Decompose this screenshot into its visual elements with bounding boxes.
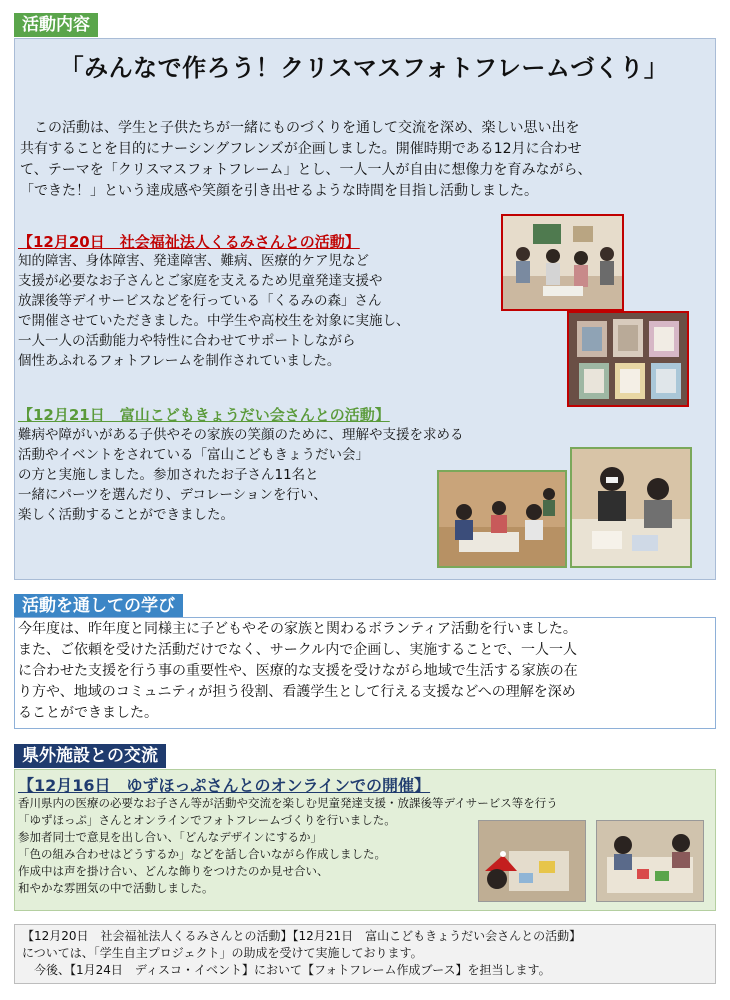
photo-yuzuhop-2	[596, 820, 704, 902]
event2-line: 難病や障がいがある子供やその家族の笑顔のために、理解や支援を求める	[18, 427, 464, 443]
intro-line: 「できた！」という達成感や笑顔を引き出せるような時間を目指し活動しました。	[20, 183, 538, 199]
photo-kurumi-frames	[567, 311, 689, 407]
event1-line: で開催させていただきました。中学生や高校生を対象に実施し、	[18, 313, 410, 329]
event2-line: 一緒にパーツを選んだり、デコレーションを行い、	[18, 487, 327, 503]
event1-line: 一人一人の活動能力や特性に合わせてサポートしながら	[18, 333, 356, 349]
event1-line: 個性あふれるフォトフレームを制作されていました。	[18, 353, 341, 369]
intro-line: この活動は、学生と子供たちが一緒にものづくりを通して交流を深め、楽しい思い出を	[20, 120, 580, 136]
footer-line: については、「学生自主プロジェクト」の助成を受けて実施しております。	[22, 946, 423, 960]
photo-toyama-floor	[437, 470, 567, 568]
event2-line: の方と実施しました。参加されたお子さん11名と	[18, 467, 319, 483]
exchange-line: 「色の組み合わせはどうするか」などを話し合いながら作成しました。	[18, 847, 386, 861]
exchange-line: 「ゆずほっぷ」さんとオンラインでフォトフレームづくりを行いました。	[18, 813, 396, 827]
learning-text	[18, 619, 714, 724]
event1-line: 支援が必要なお子さんとご家庭を支えるため児童発達支援や	[18, 273, 383, 289]
exchange-line: 参加者同士で意見を出し合い、「どんなデザインにするか」	[18, 830, 322, 844]
photo-yuzuhop-1	[478, 820, 586, 902]
exchange-line: 香川県内の医療の必要なお子さん等が活動や交流を楽しむ児童発達支援・放課後等デイサービス等を行う	[18, 796, 558, 810]
footer-line: 今後、【1月24日 ディスコ・イベント】において【フォトフレーム作成ブース】を担当します。	[22, 963, 551, 977]
intro-line: て、テーマを「クリスマスフォトフレーム」とし、一人一人が自由に想像力を育みながら、	[20, 162, 592, 178]
exchange-heading: 【12月16日 ゆずほっぷさんとのオンラインでの開催】	[18, 776, 431, 795]
section-header-exchange: 県外施設との交流	[14, 744, 166, 768]
learning-line: 今年度は、昨年度と同様主に子どもやその家族と関わるボランティア活動を行いました。	[18, 621, 577, 637]
event2-line: 活動やイベントをされている「富山こどもきょうだい会」	[18, 447, 369, 463]
exchange-line: 和やかな雰囲気の中で活動しました。	[18, 881, 214, 895]
event1-line: 放課後等デイサービスなどを行っている「くるみの森」さん	[18, 293, 382, 309]
photo-toyama-table	[570, 447, 692, 568]
event1-heading: 【12月20日 社会福祉法人くるみさんとの活動】	[18, 233, 360, 251]
intro-text	[20, 118, 710, 202]
section-header-learning: 活動を通しての学び	[14, 594, 183, 618]
event2-line: 楽しく活動することができました。	[18, 507, 234, 523]
exchange-line: 作成中は声を掛け合い、どんな飾りをつけたのか見せ合い、	[18, 864, 329, 878]
intro-line: 共有することを目的にナーシングフレンズが企画しました。開催時期である12月に合わせ	[20, 141, 582, 157]
learning-line: また、ご依頼を受けた活動だけでなく、サークル内で企画し、実施することで、一人一人	[18, 642, 578, 658]
learning-line: に合わせた支援を行う事の重要性や、医療的な支援を受けながら地域で生活する家族の在	[18, 663, 578, 679]
section-header-activity: 活動内容	[14, 13, 98, 37]
learning-line: り方や、地域のコミュニティが担う役割、看護学生として行える支援などへの理解を深め	[18, 684, 576, 700]
event2-heading: 【12月21日 富山こどもきょうだい会さんとの活動】	[18, 406, 390, 424]
footer-line: 【12月20日 社会福祉法人くるみさんとの活動】【12月21日 富山こどもきょうだい会さんとの活動】	[22, 929, 582, 943]
page-title: 「みんなで作ろう！クリスマスフォトフレームづくり」	[59, 54, 669, 82]
event1-text	[18, 251, 518, 371]
learning-line: ることができました。	[18, 705, 158, 721]
footer-text	[22, 928, 712, 979]
photo-kurumi-group	[501, 214, 624, 311]
event1-line: 知的障害、身体障害、発達障害、難病、医療的ケア児など	[18, 253, 369, 269]
